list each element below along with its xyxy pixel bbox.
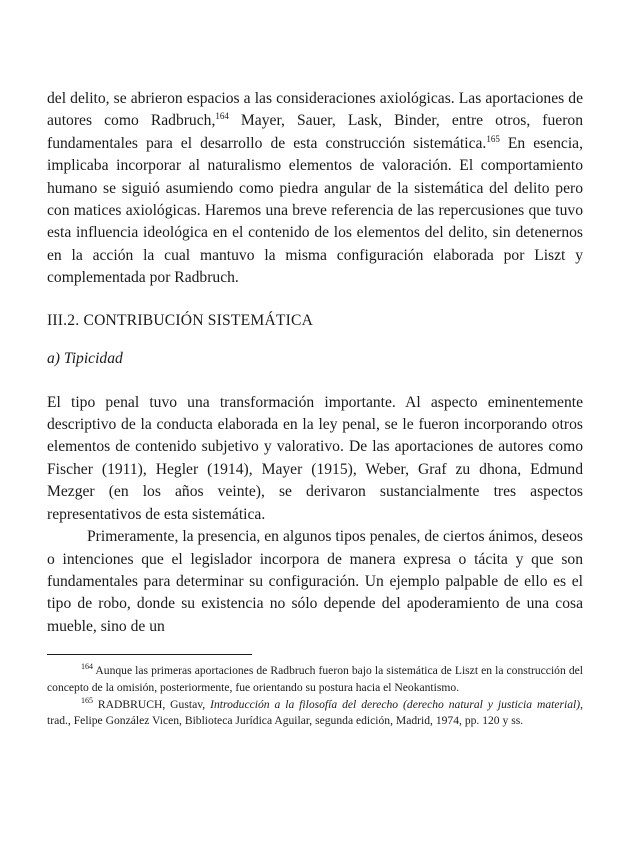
footnote-text: Aunque las primeras aportaciones de Radbruch fueron bajo la sistemática de Liszt en la construcción del concepto de la omisión, posteriormente, fue orientando su postura hacia el Neokantismo. [47, 664, 583, 694]
footnote-165 [47, 697, 583, 730]
page-content [47, 88, 583, 730]
section-heading: III.2. CONTRIBUCIÓN SISTEMÁTICA [47, 311, 314, 329]
footnote-ref-164[interactable]: 164 [215, 111, 229, 122]
footnote-separator [47, 654, 252, 655]
footnote-citation: , trad., Felipe González Vicen, Biblioteca Jurídica Aguilar, segunda edición, Madrid, 1974, pp. 120 y ss. [47, 697, 583, 728]
footnote-number: 165 [81, 696, 93, 706]
footnote-164 [47, 663, 583, 696]
footnotes [47, 663, 583, 730]
paragraph-tipo-penal: El tipo penal tuvo una transformación importante. Al aspecto eminentemente descriptivo de la conducta elaborada en la ley penal, se le fueron incorporando otros elementos de contenido subjetivo y valorativo. De las aportaciones de autores como Fischer (1911), Hegler (1914), Mayer (1915), Weber, Graf zu dhona, Edmund Mezger (en los años veinte), se derivaron sustancialmente tres aspectos representativos de esta sistemática. [47, 393, 583, 523]
footnote-number: 164 [81, 662, 93, 672]
footnote-book-title: Introducción a la filosofía del derecho (derecho natural y justicia material) [210, 697, 581, 711]
footnote-author: RADBRUCH, Gustav, [93, 697, 211, 711]
footnote-ref-165[interactable]: 165 [486, 133, 500, 144]
subsection-heading: a) Tipicidad [47, 349, 123, 367]
paragraph-radbruch-part-3: En esencia, implicaba incorporar al naturalismo elementos de valoración. El comportamiento humano se siguió asumiendo como piedra angular de la sistemática del delito pero con matices axiológicas. Haremos una breve referencia de las repercusiones que tuvo esta influencia ideológica en el contenido de los elementos del delito, sin detenernos en la acción la cual mantuvo la misma configuración elaborada por Liszt y complementada por Radbruch. [47, 134, 583, 287]
paragraph-radbruch-part-2: Mayer, Sauer, Lask, Binder, entre otros, fueron fundamentales para el desarrollo de esta construcción sistemática. [47, 112, 583, 152]
paragraph-primeramente: Primeramente, la presencia, en algunos tipos penales, de ciertos ánimos, deseos o intenciones que el legislador incorpora de manera expresa o tácita y que son fundamentales para determinar su configuración. Un ejemplo palpable de ello es el tipo de robo, donde su existencia no sólo depende del apoderamiento de una cosa mueble, sino de un [47, 528, 583, 635]
paragraph-radbruch [47, 88, 583, 290]
paragraph-radbruch-part-1: del delito, se abrieron espacios a las consideraciones axiológicas. Las aportaciones de autores como Radbruch, [47, 90, 583, 130]
